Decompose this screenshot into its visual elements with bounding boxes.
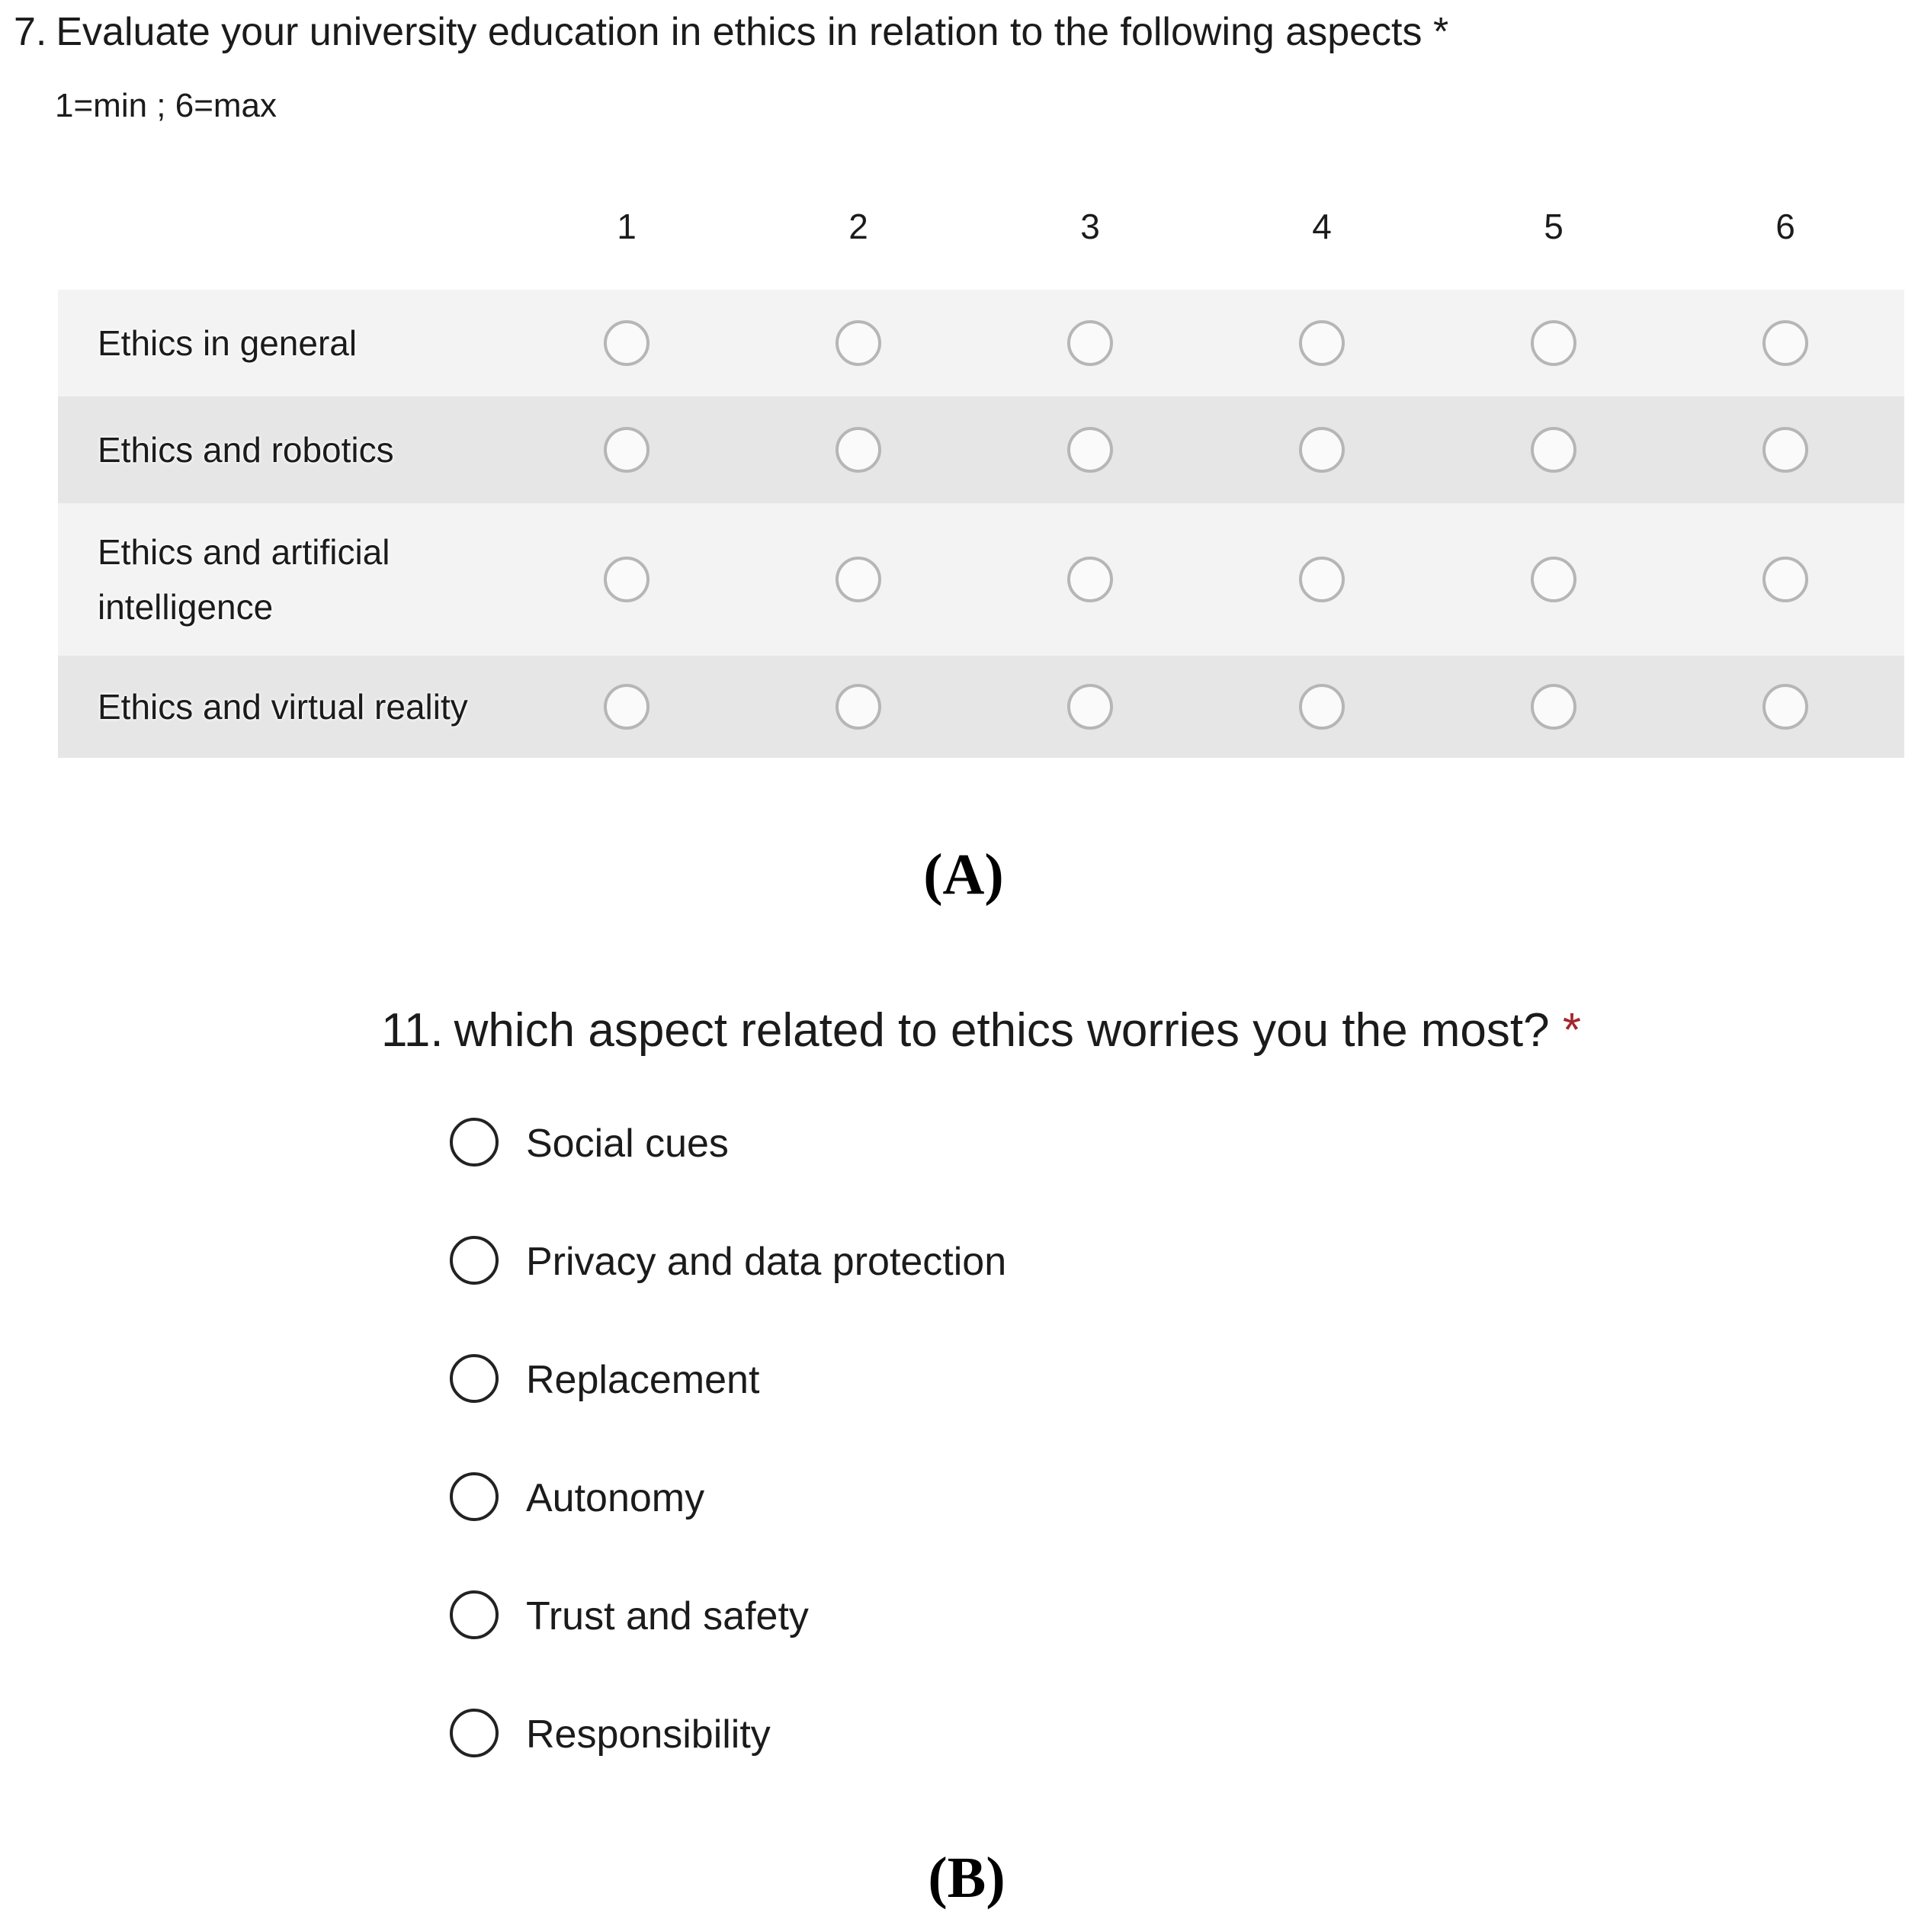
q11-option-label[interactable]: Social cues: [526, 1122, 729, 1166]
q7-radio-option-6[interactable]: [1762, 427, 1808, 473]
q7-grid-row: [58, 656, 1904, 758]
q7-column-header-2: 2: [848, 207, 868, 246]
q11-option-label[interactable]: Autonomy: [526, 1476, 705, 1520]
q11-option-label[interactable]: Trust and safety: [526, 1594, 809, 1638]
q7-radio-option-4[interactable]: [1299, 557, 1345, 602]
q7-radio-option-3[interactable]: [1067, 684, 1113, 730]
q7-question-number: 7.: [14, 10, 47, 54]
q11-question-title: [381, 1003, 1581, 1057]
q7-radio-option-2[interactable]: [836, 320, 881, 366]
q7-question-text: Evaluate your university education in ethics in relation to the following aspects: [56, 10, 1422, 54]
q11-option-radio[interactable]: [450, 1590, 499, 1639]
q7-scale-hint: 1=min ; 6=max: [55, 87, 277, 124]
q7-radio-option-1[interactable]: [604, 557, 649, 602]
q7-row-label: Ethics and robotics: [98, 430, 394, 470]
q7-radio-option-5[interactable]: [1531, 320, 1576, 366]
q7-column-header-4: 4: [1312, 207, 1332, 246]
q7-radio-option-5[interactable]: [1531, 427, 1576, 473]
q7-row-label-line2: intelligence: [98, 587, 274, 627]
q7-radio-option-1[interactable]: [604, 320, 649, 366]
q7-radio-option-5[interactable]: [1531, 557, 1576, 602]
q7-column-header-1: 1: [617, 207, 637, 246]
q7-radio-option-2[interactable]: [836, 557, 881, 602]
q11-option-label[interactable]: Responsibility: [526, 1712, 771, 1757]
q7-column-header-5: 5: [1544, 207, 1564, 246]
q11-option-label[interactable]: Replacement: [526, 1358, 760, 1402]
q7-row-label-line1: Ethics and artificial: [98, 532, 390, 572]
q7-radio-option-4[interactable]: [1299, 320, 1345, 366]
q7-column-headers: [58, 206, 1904, 267]
q7-grid-row: [58, 396, 1904, 503]
q7-radio-option-4[interactable]: [1299, 684, 1345, 730]
q11-question-number: 11.: [381, 1004, 444, 1057]
q11-option-radio[interactable]: [450, 1709, 499, 1757]
q7-radio-option-2[interactable]: [836, 427, 881, 473]
q7-radio-option-5[interactable]: [1531, 684, 1576, 730]
q7-radio-option-3[interactable]: [1067, 427, 1113, 473]
q7-grid-row: [58, 290, 1904, 396]
q7-radio-option-4[interactable]: [1299, 427, 1345, 473]
q7-radio-option-6[interactable]: [1762, 557, 1808, 602]
q7-row-label: Ethics and virtual reality: [98, 687, 468, 727]
q11-option-radio[interactable]: [450, 1236, 499, 1285]
q7-question-title: [14, 9, 1448, 55]
panel-a-caption: (A): [923, 842, 1004, 907]
q7-radio-option-6[interactable]: [1762, 320, 1808, 366]
q7-radio-option-1[interactable]: [604, 427, 649, 473]
q7-radio-option-3[interactable]: [1067, 320, 1113, 366]
q7-radio-option-1[interactable]: [604, 684, 649, 730]
q7-row-label: Ethics in general: [98, 323, 358, 363]
q7-likert-grid: [58, 207, 1904, 758]
q7-required-marker: *: [1432, 10, 1449, 54]
q7-row-label: [98, 525, 390, 634]
q11-option-radio[interactable]: [450, 1118, 499, 1167]
q11-required-marker: *: [1562, 1004, 1581, 1057]
q7-grid-row: [58, 503, 1904, 656]
q11-option-label[interactable]: Privacy and data protection: [526, 1240, 1007, 1284]
q11-option-radio[interactable]: [450, 1354, 499, 1403]
q11-option-radio[interactable]: [450, 1472, 499, 1521]
q11-question-text: which aspect related to ethics worries you the most?: [454, 1004, 1550, 1057]
q7-radio-option-2[interactable]: [836, 684, 881, 730]
panel-b-caption: (B): [928, 1846, 1006, 1910]
q7-radio-option-3[interactable]: [1067, 557, 1113, 602]
q7-column-header-3: 3: [1080, 207, 1100, 246]
q7-radio-option-6[interactable]: [1762, 684, 1808, 730]
q7-column-header-6: 6: [1775, 207, 1795, 246]
